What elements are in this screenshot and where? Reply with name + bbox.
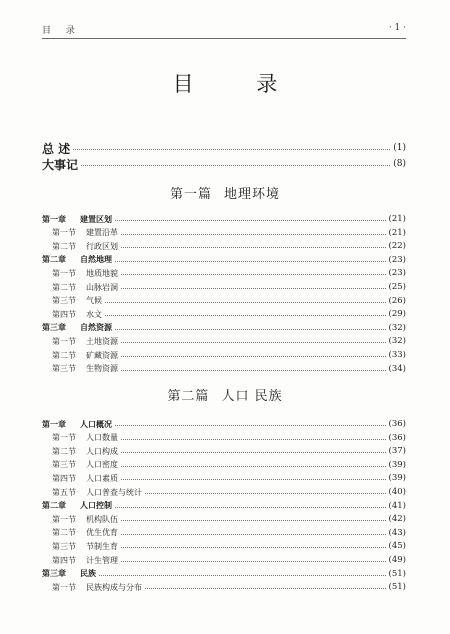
entry-label: 大事记: [42, 157, 79, 172]
entry-number: 第三节: [52, 364, 76, 374]
entry-number: 第五节: [52, 487, 76, 497]
entry-page: (51): [388, 568, 406, 579]
toc-entry-section[interactable]: [52, 348, 406, 362]
entry-label: 人口密度: [86, 460, 118, 470]
toc-entry-chapter[interactable]: [42, 253, 406, 267]
entry-label: 建置沿革: [86, 228, 118, 238]
entry-number: 第一节: [52, 514, 76, 524]
page-title: 目 录: [172, 72, 306, 96]
dot-leader: [115, 261, 386, 262]
dot-leader: [121, 452, 386, 453]
entry-page: (43): [388, 527, 406, 538]
entry-number: 第三章: [42, 569, 66, 579]
dot-leader: [81, 165, 390, 166]
entry-page: (21): [388, 227, 406, 238]
dot-leader: [145, 493, 386, 494]
entry-page: (25): [388, 282, 406, 292]
entry-number: 第二节: [52, 446, 76, 456]
entry-number: 第一节: [52, 582, 76, 592]
toc-entry-section[interactable]: [52, 280, 406, 294]
part-title: 人口 民族: [221, 389, 283, 404]
entry-label: 气候: [86, 296, 102, 306]
toc-entry-section[interactable]: [52, 580, 406, 594]
entry-number: 第二节: [52, 282, 76, 292]
toc-entry-section[interactable]: [52, 431, 406, 445]
toc-entry-section[interactable]: [52, 553, 406, 567]
toc-entry-section[interactable]: [52, 239, 406, 253]
dot-leader: [105, 315, 386, 316]
dot-leader: [105, 302, 386, 303]
entry-label: 山脉岩洞: [86, 282, 118, 292]
dot-leader: [99, 575, 386, 576]
entry-page: (41): [388, 500, 406, 511]
entry-page: (51): [388, 582, 406, 593]
toc-entry-section[interactable]: [52, 485, 406, 499]
entry-label: 行政区划: [86, 241, 118, 251]
entry-page: (8): [393, 159, 406, 169]
dot-leader: [115, 425, 386, 426]
toc-entry-section[interactable]: [52, 458, 406, 472]
entry-label: 人口素质: [86, 473, 118, 483]
dot-leader: [145, 588, 386, 589]
entry-page: (33): [388, 350, 406, 360]
dot-leader: [121, 247, 386, 248]
dot-leader: [73, 149, 390, 150]
dot-leader: [121, 520, 386, 521]
entry-label: 计生管理: [86, 555, 118, 565]
dot-leader: [121, 439, 386, 440]
entry-label: 生物资源: [86, 364, 118, 374]
entry-label: 人口概况: [80, 419, 112, 429]
entry-number: 第三节: [52, 296, 76, 306]
entry-page: (40): [388, 487, 406, 497]
entry-label: 自然地理: [80, 255, 112, 265]
dot-leader: [121, 356, 386, 357]
entry-page: (32): [388, 336, 406, 347]
entry-number: 第二节: [52, 241, 76, 251]
entry-label: 自然资源: [80, 323, 112, 333]
entry-number: 第一节: [52, 228, 76, 238]
entry-page: (49): [388, 555, 406, 565]
running-header-title: 目 录: [42, 26, 81, 36]
entry-page: (21): [388, 214, 406, 224]
toc-entry-section[interactable]: [52, 362, 406, 376]
entry-number: 第二章: [42, 501, 66, 511]
toc-entry-top[interactable]: [42, 157, 406, 171]
entry-label: 矿藏资源: [86, 350, 118, 360]
part-number: 第一篇: [169, 187, 212, 202]
dot-leader: [121, 534, 386, 535]
entry-page: (1): [393, 143, 406, 153]
entry-page: (39): [388, 473, 406, 484]
dot-leader: [121, 288, 386, 289]
dot-leader: [121, 466, 386, 467]
toc-entry-section[interactable]: [52, 334, 406, 348]
entry-page: (32): [388, 322, 406, 333]
entry-label: 建置区划: [80, 214, 112, 224]
entry-number: 第一章: [42, 419, 66, 429]
dot-leader: [121, 234, 386, 235]
entry-number: 第四节: [52, 309, 76, 319]
toc-entry-section[interactable]: [52, 526, 406, 540]
entry-page: (34): [388, 363, 406, 374]
entry-page: (23): [388, 268, 406, 279]
entry-label: 人口构成: [86, 446, 118, 456]
entry-label: 总 述: [42, 141, 71, 156]
toc-entry-section[interactable]: [52, 444, 406, 458]
dot-leader: [121, 274, 386, 275]
entry-label: 地质地貌: [86, 268, 118, 278]
entry-number: 第三章: [42, 323, 66, 333]
toc-entry-section[interactable]: [52, 512, 406, 526]
entry-label: 人口数量: [86, 433, 118, 443]
toc-entry-top[interactable]: [42, 141, 406, 155]
toc-entry-chapter[interactable]: [42, 212, 406, 226]
entry-label: 土地资源: [86, 336, 118, 346]
entry-number: 第四节: [52, 555, 76, 565]
dot-leader: [115, 220, 386, 221]
entry-number: 第四节: [52, 473, 76, 483]
entry-page: (23): [388, 254, 406, 265]
part-title: 地理环境: [224, 187, 281, 202]
entry-label: 人口控制: [80, 501, 112, 511]
entry-page: (26): [388, 295, 406, 306]
toc-entry-section[interactable]: [52, 226, 406, 240]
dot-leader: [121, 370, 386, 371]
entry-label: 水文: [86, 309, 102, 319]
toc-entry-chapter[interactable]: [42, 321, 406, 335]
entry-page: (45): [388, 541, 406, 552]
part-heading: [0, 183, 450, 202]
entry-page: (22): [388, 241, 406, 252]
entry-number: 第三节: [52, 460, 76, 470]
part-number: 第二篇: [167, 389, 210, 404]
entry-label: 节制生育: [86, 541, 118, 551]
dot-leader: [115, 329, 386, 330]
entry-label: 优生优育: [86, 528, 118, 538]
entry-page: (29): [388, 309, 406, 320]
toc-entry-chapter[interactable]: [42, 417, 406, 431]
toc-entry-chapter[interactable]: [42, 499, 406, 513]
entry-number: 第一章: [42, 214, 66, 224]
toc-entry-section[interactable]: [52, 294, 406, 308]
page-number: · 1 ·: [388, 23, 406, 33]
entry-page: (36): [388, 419, 406, 429]
dot-leader: [115, 507, 386, 508]
toc-entry-section[interactable]: [52, 539, 406, 553]
toc-entry-section[interactable]: [52, 471, 406, 485]
entry-page: (42): [388, 514, 406, 525]
entry-label: 人口普查与统计: [86, 487, 142, 497]
toc-entry-section[interactable]: [52, 266, 406, 280]
dot-leader: [121, 479, 386, 480]
entry-number: 第三节: [52, 541, 76, 551]
toc-entry-chapter[interactable]: [42, 567, 406, 581]
entry-number: 第一节: [52, 268, 76, 278]
entry-page: (39): [388, 459, 406, 470]
toc-entry-section[interactable]: [52, 307, 406, 321]
entry-label: 民族构成与分布: [86, 582, 142, 592]
part-heading: [0, 385, 450, 404]
dot-leader: [121, 561, 386, 562]
entry-number: 第二章: [42, 255, 66, 265]
entry-number: 第一节: [52, 336, 76, 346]
entry-label: 机构队伍: [86, 514, 118, 524]
dot-leader: [121, 342, 386, 343]
entry-number: 第二节: [52, 350, 76, 360]
header-rule: [42, 38, 406, 39]
entry-label: 民族: [80, 569, 96, 579]
entry-number: 第一节: [52, 433, 76, 443]
entry-page: (37): [388, 446, 406, 457]
entry-page: (36): [388, 432, 406, 443]
dot-leader: [121, 547, 386, 548]
entry-number: 第二节: [52, 528, 76, 538]
